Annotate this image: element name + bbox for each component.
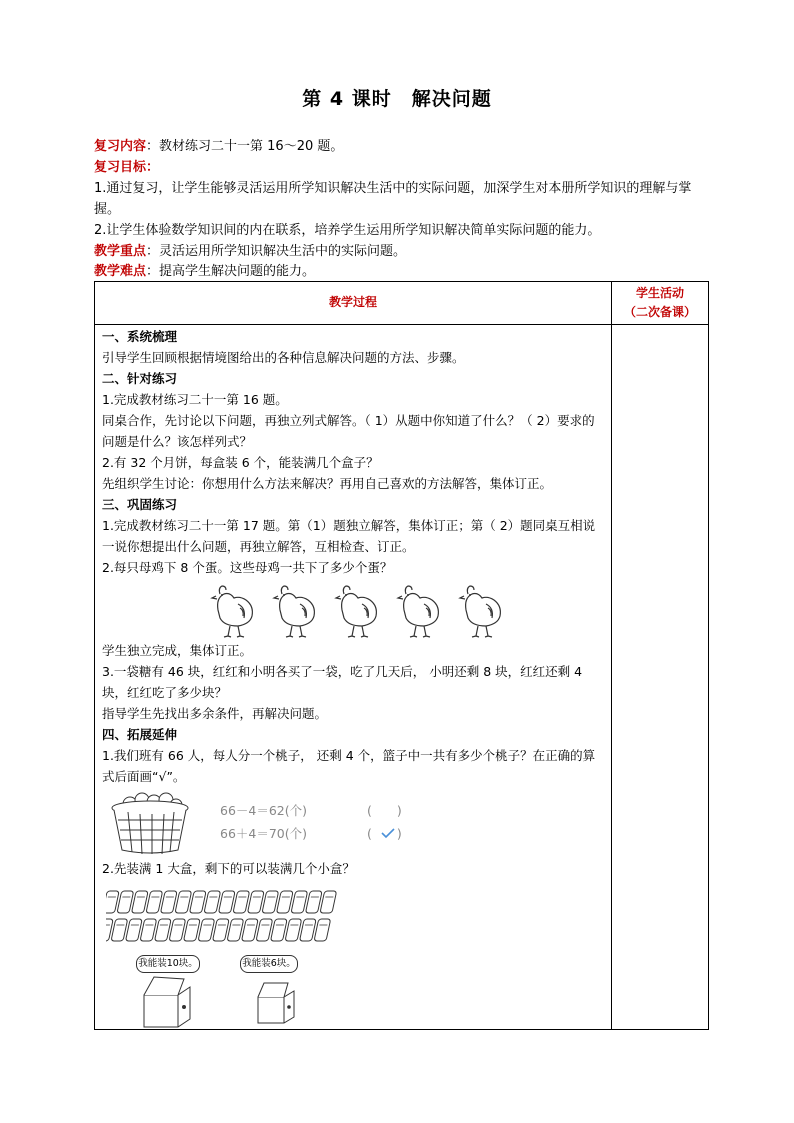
candy-icon <box>314 919 331 941</box>
equation-1: 66－4＝62(个) <box>220 803 308 818</box>
check-mark-icon <box>380 826 396 840</box>
candy-icon <box>305 891 322 913</box>
candy-icon <box>117 891 134 913</box>
large-box-image <box>140 973 200 1033</box>
col-header-activity <box>612 284 708 322</box>
review-content-label: 复习内容 <box>94 139 147 154</box>
hen-image <box>334 580 382 638</box>
speech-bubble-2: 我能装6块。 <box>240 955 298 973</box>
key-point-label: 教学重点 <box>94 244 147 259</box>
candy-icon <box>184 919 201 941</box>
candy-icon <box>146 891 163 913</box>
paragraph: 同桌合作，先讨论以下问题，再独立列式解答。（ 1）从题中你知道了什么？（ 2）要求的问题是什么？该怎样列式？ <box>102 413 595 449</box>
paragraph: 3.一袋糖有 46 块，红红和小明各买了一袋，吃了几天后， 小明还剩 8 块，红红还剩 4 块，红红吃了多少块？ <box>102 664 583 700</box>
review-content-line <box>94 136 714 157</box>
key-point-text: ：灵活运用所学知识解决生活中的实际问题。 <box>146 244 407 259</box>
col-header-process: 教学过程 <box>328 295 377 309</box>
candy-icon <box>256 919 273 941</box>
candy-icon <box>204 891 221 913</box>
basket-exercise <box>102 790 605 858</box>
hen-image <box>210 580 258 638</box>
process-content <box>102 326 605 1029</box>
candy-icon <box>169 919 186 941</box>
candy-icon <box>155 919 172 941</box>
paragraph: 1.我们班有 66 人，每人分一个桃子， 还剩 4 个，篮子中一共有多少个桃子？在正确的算式后面画“√”。 <box>102 748 596 784</box>
paragraph: 2.有 32 个月饼，每盒装 6 个，能装满几个盒子？ <box>102 455 379 470</box>
paragraph: 2.每只母鸡下 8 个蛋。这些母鸡一共下了多少个蛋？ <box>102 560 393 575</box>
hen-image <box>458 580 506 638</box>
review-goal-colon: ： <box>146 160 160 175</box>
section-title: 四、拓展延伸 <box>102 727 178 742</box>
difficulty-text: ：提高学生解决问题的能力。 <box>146 264 316 279</box>
review-goal-1: 1.通过复习，让学生能够灵活运用所学知识解决生活中的实际问题，加深学生对本册所学知识的理解与掌握。 <box>94 181 692 217</box>
equation-2-answer-box: ( ) <box>367 826 402 841</box>
candy-icon <box>276 891 293 913</box>
small-box-image <box>254 977 300 1027</box>
col-header-activity-line1: 学生活动 <box>635 286 684 300</box>
candy-icon <box>126 919 143 941</box>
lesson-table <box>94 281 709 1030</box>
paragraph: 2.先装满 1 大盒，剩下的可以装满几个小盒？ <box>102 861 355 876</box>
candy-icon <box>247 891 264 913</box>
difficulty-label: 教学难点 <box>94 264 147 279</box>
paragraph: 1.完成教材练习二十一第 17 题。第（1）题独立解答，集体订正；第（ 2）题同桌互相说一说你想提出什么问题，再独立解答，互相检查、订正。 <box>102 518 596 554</box>
candy-icon <box>131 891 148 913</box>
header-row-divider <box>95 324 708 325</box>
candy-icon <box>218 891 235 913</box>
candy-icon <box>242 919 259 941</box>
section-title: 一、系统梳理 <box>102 329 178 344</box>
section-title: 三、巩固练习 <box>102 497 178 512</box>
review-goal-label: 复习目标 <box>94 160 147 175</box>
review-content-text: ：教材练习二十一第 16～20 题。 <box>146 139 344 154</box>
hen-image <box>272 580 320 638</box>
candy-icon <box>320 891 337 913</box>
candy-icon <box>160 891 177 913</box>
candy-icon <box>213 919 230 941</box>
hen-image <box>396 580 444 638</box>
equation-1-answer-box: ( ) <box>367 803 402 818</box>
candy-icon <box>189 891 206 913</box>
peach-basket-image <box>108 790 192 856</box>
column-divider <box>611 282 612 1029</box>
candy-icon <box>271 919 288 941</box>
candy-rows-image <box>106 887 346 945</box>
paragraph: 1.完成教材练习二十一第 16 题。 <box>102 392 288 407</box>
candy-icon <box>300 919 317 941</box>
col-header-activity-line2: （二次备课） <box>623 305 696 319</box>
review-goal-2: 2.让学生体验数学知识间的内在联系，培养学生运用所学知识解决简单实际问题的能力。 <box>94 223 601 238</box>
page-title: 第 4 课时 解决问题 <box>302 88 492 110</box>
hens-illustration <box>102 580 605 640</box>
candy-icon <box>233 891 250 913</box>
difficulty-line <box>94 261 714 282</box>
candy-icon <box>140 919 157 941</box>
equation-2: 66＋4＝70(个) <box>220 826 308 841</box>
candy-icon <box>111 919 128 941</box>
key-point-line <box>94 241 714 262</box>
candy-icon <box>227 919 244 941</box>
speech-bubble-1: 我能装10块。 <box>136 955 200 973</box>
candy-icon <box>198 919 215 941</box>
candy-icon <box>262 891 279 913</box>
candy-box-illustration <box>102 881 605 1029</box>
review-goal-label-line <box>94 157 714 178</box>
paragraph: 先组织学生讨论：你想用什么方法来解决？再用自己喜欢的方法解答，集体订正。 <box>102 476 553 491</box>
paragraph: 引导学生回顾根据情境图给出的各种信息解决问题的方法、步骤。 <box>102 350 465 365</box>
paragraph: 学生独立完成，集体订正。 <box>102 643 253 658</box>
candy-icon <box>285 919 302 941</box>
candy-icon <box>291 891 308 913</box>
paragraph: 指导学生先找出多余条件，再解决问题。 <box>102 706 328 721</box>
section-title: 二、针对练习 <box>102 371 178 386</box>
candy-icon <box>175 891 192 913</box>
